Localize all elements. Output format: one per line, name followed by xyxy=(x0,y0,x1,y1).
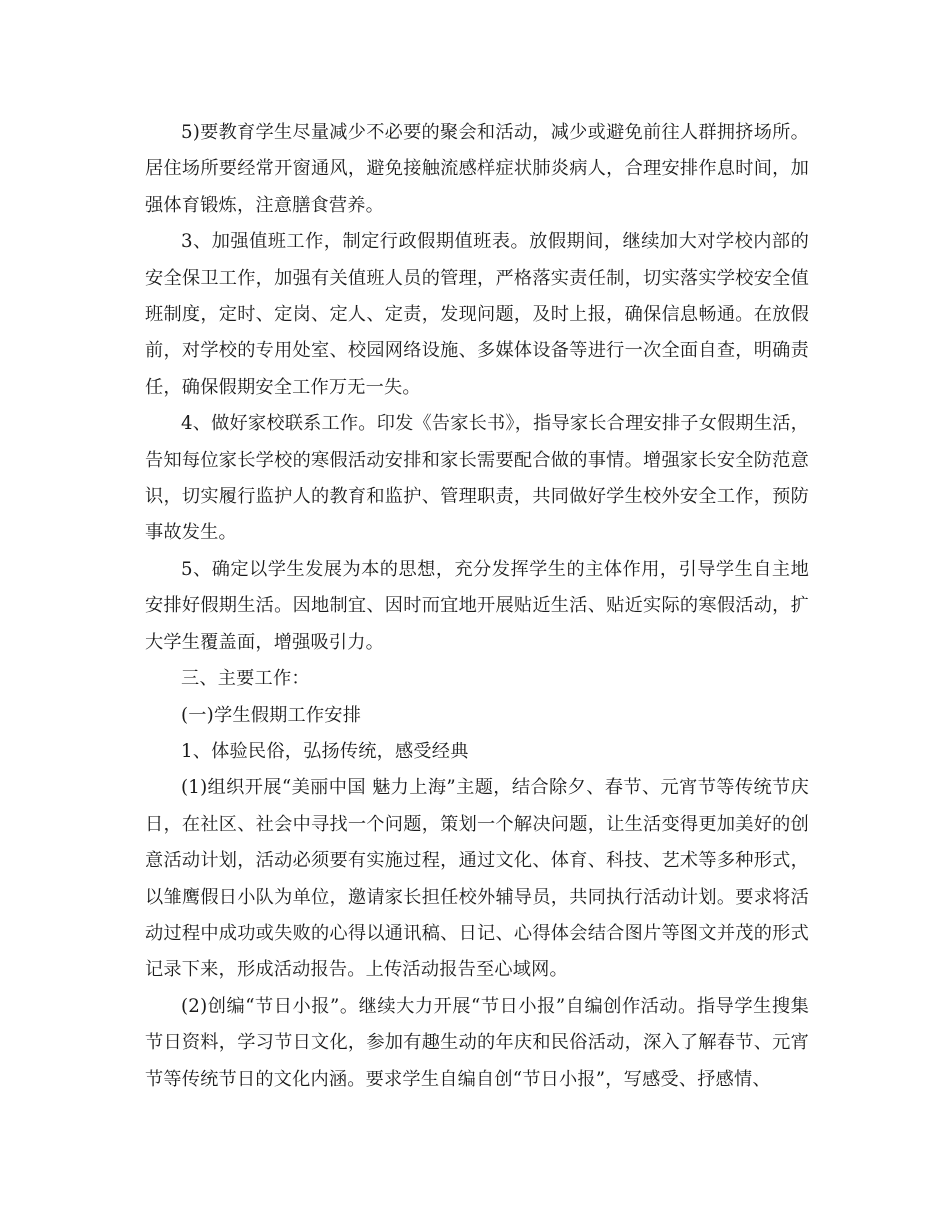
item-heading-folk-customs: 1、体验民俗，弘扬传统，感受经典 xyxy=(181,740,469,762)
paragraph-holiday-newspaper: (2)创编“节日小报”。继续大力开展“节日小报”自编创作活动。指导学生搜集节日资料，学习节日文化，参加有趣生动的年庆和民俗活动，深入了解春节、元宵节等传统节日的文化内涵。要求学生自编自创“节日小报”，写感受、抒感情、 xyxy=(145,995,809,1090)
paragraph-home-school-contact: 4、做好家校联系工作。印发《告家长书》，指导家长合理安排子女假期生活，告知每位家长学校的寒假活动安排和家长需要配合做的事情。增强家长安全防范意识，切实履行监护人的教育和监护、管理职责，共同做好学生校外安全工作，预防事故发生。 xyxy=(145,413,809,544)
paragraph-student-development: 5、确定以学生发展为本的思想，充分发挥学生的主体作用，引导学生自主地安排好假期生活。因地制宜、因时而宜地开展贴近生活、贴近实际的寒假活动，扩大学生覆盖面，增强吸引力。 xyxy=(145,558,809,653)
document-body xyxy=(145,115,809,1098)
subsection-heading-holiday-arrangement: (一)学生假期工作安排 xyxy=(181,704,362,726)
paragraph-theme-activity: (1)组织开展“美丽中国 魅力上海”主题，结合除夕、春节、元宵节等传统节庆日，在社区、社会中寻找一个问题，策划一个解决问题，让生活变得更加美好的创意活动计划，活动必须要有实施过程，通过文化、体育、科技、艺术等多种形式，以雏鹰假日小队为单位，邀请家长担任校外辅导员，共同执行活动计划。要求将活动过程中成功或失败的心得以通讯稿、日记、心得体会结合图片等图文并茂的形式记录下来，形成活动报告。上传活动报告至心域网。 xyxy=(145,777,809,981)
paragraph-student-safety-advice: 5)要教育学生尽量减少不必要的聚会和活动，减少或避免前往人群拥挤场所。居住场所要经常开窗通风，避免接触流感样症状肺炎病人，合理安排作息时间，加强体育锻炼，注意膳食营养。 xyxy=(145,122,809,216)
section-heading-main-work: 三、主要工作： xyxy=(181,668,310,690)
paragraph-duty-work: 3、加强值班工作，制定行政假期值班表。放假期间，继续加大对学校内部的安全保卫工作，加强有关值班人员的管理，严格落实责任制，切实落实学校安全值班制度，定时、定岗、定人、定责，发现问题，及时上报，确保信息畅通。在放假前，对学校的专用处室、校园网络设施、多媒体设备等进行一次全面自查，明确责任，确保假期安全工作万无一失。 xyxy=(145,231,809,398)
